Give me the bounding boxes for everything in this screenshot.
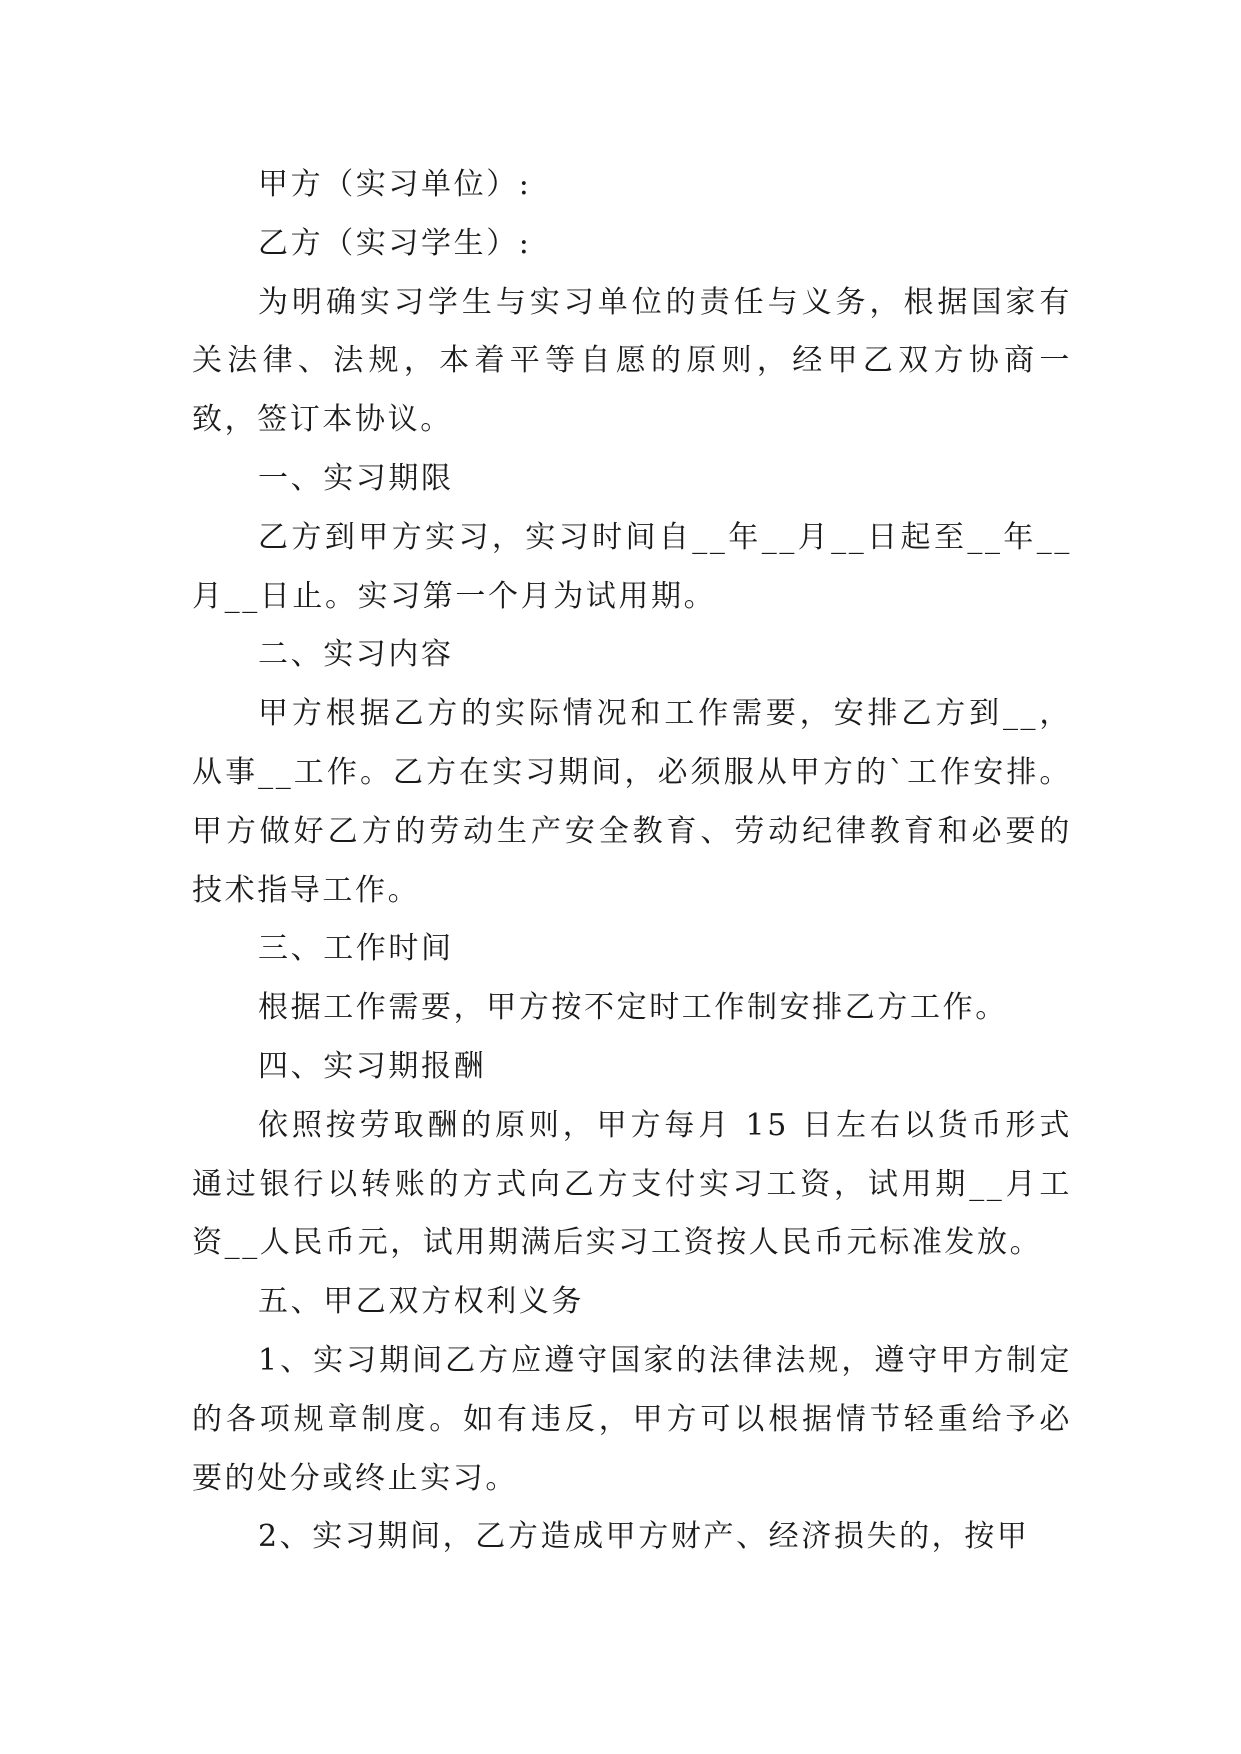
section-heading-hours: 三、工作时间	[258, 931, 454, 967]
pay-paragraph: 依照按劳取酬的原则，甲方每月 15 日左右以货币形式通过银行以转账的方式向乙方支付实习工资，试用期__月工资__人民币元，试用期满后实习工资按人民币元标准发放。	[192, 1107, 1072, 1261]
section-heading-term: 一、实习期限	[258, 460, 454, 496]
rights-item-1: 1、实习期间乙方应遵守国家的法律法规，遵守甲方制定的各项规章制度。如有违反，甲方可以根据情节轻重给予必要的处分或终止实习。	[192, 1342, 1072, 1496]
section-heading-pay: 四、实习期报酬	[258, 1048, 487, 1084]
section-heading-rights: 五、甲乙双方权利义务	[258, 1284, 584, 1320]
document-body	[192, 156, 1072, 1567]
party-b-line: 乙方（实习学生）:	[258, 225, 532, 261]
term-paragraph: 乙方到甲方实习，实习时间自__年__月__日起至__年__月__日止。实习第一个月为试用期。	[192, 519, 1072, 614]
rights-item-2: 2、实习期间，乙方造成甲方财产、经济损失的，按甲	[258, 1519, 1030, 1555]
section-heading-content: 二、实习内容	[258, 637, 454, 673]
content-paragraph: 甲方根据乙方的实际情况和工作需要，安排乙方到__，从事__工作。乙方在实习期间，必须服从甲方的`工作安排。甲方做好乙方的劳动生产安全教育、劳动纪律教育和必要的技术指导工作。	[192, 696, 1072, 908]
preamble-paragraph: 为明确实习学生与实习单位的责任与义务，根据国家有关法律、法规，本着平等自愿的原则，经甲乙双方协商一致，签订本协议。	[192, 284, 1072, 438]
party-a-line: 甲方（实习单位）:	[258, 167, 532, 202]
hours-paragraph: 根据工作需要，甲方按不定时工作制安排乙方工作。	[258, 990, 1008, 1026]
